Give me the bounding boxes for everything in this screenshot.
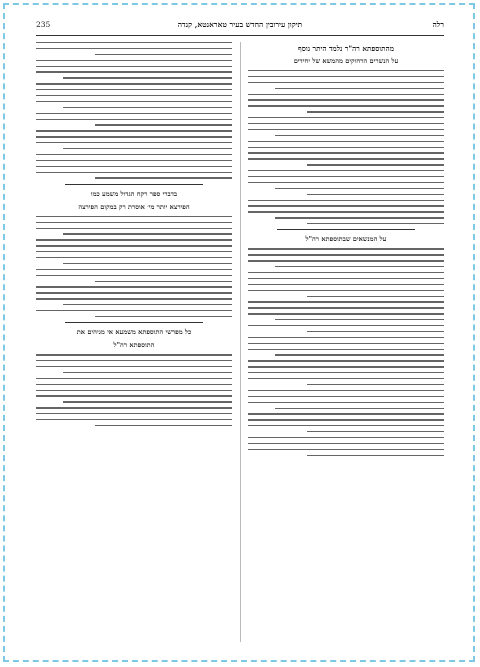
- text-line: [248, 272, 444, 273]
- text-line: [36, 222, 232, 223]
- text-line: [275, 408, 444, 409]
- text-line: [63, 77, 232, 78]
- text-line: [307, 223, 444, 224]
- right-column: [248, 42, 444, 647]
- text-line: [307, 111, 444, 112]
- header-rule: [36, 35, 444, 36]
- text-line: [248, 390, 444, 391]
- text-line: [248, 360, 444, 361]
- text-paragraph: [248, 117, 444, 165]
- text-paragraph: [248, 170, 444, 195]
- text-line: [248, 402, 444, 403]
- text-line: [36, 160, 232, 161]
- text-line: [307, 194, 444, 195]
- text-line: [36, 407, 232, 408]
- text-line: [248, 437, 444, 438]
- text-line: [63, 263, 232, 264]
- text-line: [248, 443, 444, 444]
- text-line: [248, 141, 444, 142]
- text-line: [248, 147, 444, 148]
- text-line: [248, 366, 444, 367]
- text-paragraph: [248, 200, 444, 225]
- text-line: [36, 66, 232, 67]
- text-line: [248, 378, 444, 379]
- text-paragraph: [248, 390, 444, 433]
- text-line: [95, 124, 232, 125]
- text-line: [36, 298, 232, 299]
- text-line: [275, 217, 444, 218]
- text-line: [275, 188, 444, 189]
- text-line: [36, 119, 232, 120]
- text-line: [36, 71, 232, 72]
- text-line: [36, 60, 232, 61]
- section-subheading: התוספתא רה"ל: [113, 341, 155, 350]
- text-line: [36, 413, 232, 414]
- text-line: [248, 325, 444, 326]
- text-paragraph: [248, 437, 444, 456]
- text-paragraph: [248, 337, 444, 385]
- text-line: [36, 48, 232, 49]
- text-line: [248, 123, 444, 124]
- text-line: [275, 354, 444, 355]
- text-line: [248, 337, 444, 338]
- text-line: [36, 95, 232, 96]
- text-line: [248, 94, 444, 95]
- text-line: [248, 449, 444, 450]
- text-line: [95, 177, 232, 178]
- text-line: [63, 372, 232, 373]
- text-paragraph: [248, 70, 444, 113]
- text-line: [36, 384, 232, 385]
- text-line: [248, 82, 444, 83]
- running-title: תיקון עירובין החדש בעיר טאראנטא, קנדה: [177, 20, 303, 29]
- text-line: [275, 135, 444, 136]
- text-line: [36, 360, 232, 361]
- text-line: [248, 200, 444, 201]
- text-paragraph: [36, 60, 232, 126]
- text-line: [248, 290, 444, 291]
- section-separator: [65, 322, 202, 323]
- text-line: [248, 278, 444, 279]
- text-line: [248, 254, 444, 255]
- section-heading: על המנשאים שבתוספתא רה"ל: [305, 235, 387, 244]
- text-line: [36, 130, 232, 131]
- text-line: [36, 292, 232, 293]
- text-line: [275, 319, 444, 320]
- text-line: [307, 384, 444, 385]
- section-subheading: הפירצא יותר מי׳ אוסרת רק במקום הפירצה: [78, 202, 190, 211]
- text-line: [248, 129, 444, 130]
- page-number: 235: [36, 20, 51, 29]
- text-line: [36, 366, 232, 367]
- text-line: [248, 396, 444, 397]
- text-line: [248, 301, 444, 302]
- text-line: [95, 316, 232, 317]
- text-line: [36, 216, 232, 217]
- text-line: [63, 304, 232, 305]
- text-line: [36, 251, 232, 252]
- text-line: [248, 413, 444, 414]
- text-line: [275, 88, 444, 89]
- page-header: [36, 20, 444, 34]
- text-line: [248, 99, 444, 100]
- text-line: [36, 275, 232, 276]
- text-line: [36, 142, 232, 143]
- text-line: [95, 54, 232, 55]
- text-line: [36, 269, 232, 270]
- text-line: [36, 89, 232, 90]
- text-line: [36, 395, 232, 396]
- text-line: [36, 154, 232, 155]
- text-line: [248, 248, 444, 249]
- text-line: [248, 70, 444, 71]
- text-line: [36, 378, 232, 379]
- left-column: [36, 42, 232, 647]
- text-paragraph: [36, 216, 232, 282]
- text-line: [36, 166, 232, 167]
- text-line: [248, 349, 444, 350]
- text-line: [36, 239, 232, 240]
- text-line: [95, 281, 232, 282]
- text-line: [275, 266, 444, 267]
- text-line: [36, 286, 232, 287]
- text-line: [36, 113, 232, 114]
- text-line: [248, 343, 444, 344]
- text-line: [307, 455, 444, 456]
- text-line: [248, 419, 444, 420]
- text-line: [36, 310, 232, 311]
- text-line: [63, 233, 232, 234]
- section-subheading: על הנשרים הרחוקים מהמשא של יחידים: [293, 57, 399, 65]
- text-line: [248, 205, 444, 206]
- text-line: [248, 284, 444, 285]
- text-line: [36, 136, 232, 137]
- text-line: [248, 307, 444, 308]
- text-line: [248, 372, 444, 373]
- text-paragraph: [36, 354, 232, 426]
- text-line: [36, 257, 232, 258]
- text-line: [36, 83, 232, 84]
- text-line: [248, 260, 444, 261]
- text-line: [36, 390, 232, 391]
- text-paragraph: [36, 42, 232, 55]
- column-divider: [240, 42, 241, 642]
- text-line: [248, 76, 444, 77]
- text-line: [248, 182, 444, 183]
- text-line: [248, 158, 444, 159]
- text-line: [307, 296, 444, 297]
- text-line: [36, 42, 232, 43]
- text-line: [36, 354, 232, 355]
- text-line: [248, 211, 444, 212]
- text-paragraph: [248, 301, 444, 332]
- text-line: [248, 152, 444, 153]
- section-separator: [65, 184, 202, 185]
- text-paragraph: [248, 248, 444, 296]
- text-line: [248, 105, 444, 106]
- text-line: [248, 170, 444, 171]
- text-line: [36, 228, 232, 229]
- text-line: [307, 431, 444, 432]
- text-line: [36, 101, 232, 102]
- text-line: [248, 176, 444, 177]
- section-heading: מהתוספתא רה"ר נלמד היתר נוסף: [298, 44, 394, 53]
- section-heading: בדברי ספר רקח הגדול משמע כמו: [90, 189, 178, 198]
- text-line: [248, 117, 444, 118]
- text-line: [63, 107, 232, 108]
- section-heading: כל מפרשי התוספתא משמעא אי מגיהים את: [76, 328, 192, 337]
- text-line: [307, 164, 444, 165]
- text-line: [63, 148, 232, 149]
- text-paragraph: [36, 130, 232, 178]
- text-line: [36, 172, 232, 173]
- text-paragraph: [36, 286, 232, 317]
- text-line: [248, 313, 444, 314]
- text-line: [63, 401, 232, 402]
- text-line: [248, 425, 444, 426]
- text-line: [36, 419, 232, 420]
- text-line: [36, 245, 232, 246]
- section-label: רלה: [432, 20, 444, 29]
- section-separator: [277, 229, 414, 230]
- text-line: [307, 331, 444, 332]
- text-line: [95, 425, 232, 426]
